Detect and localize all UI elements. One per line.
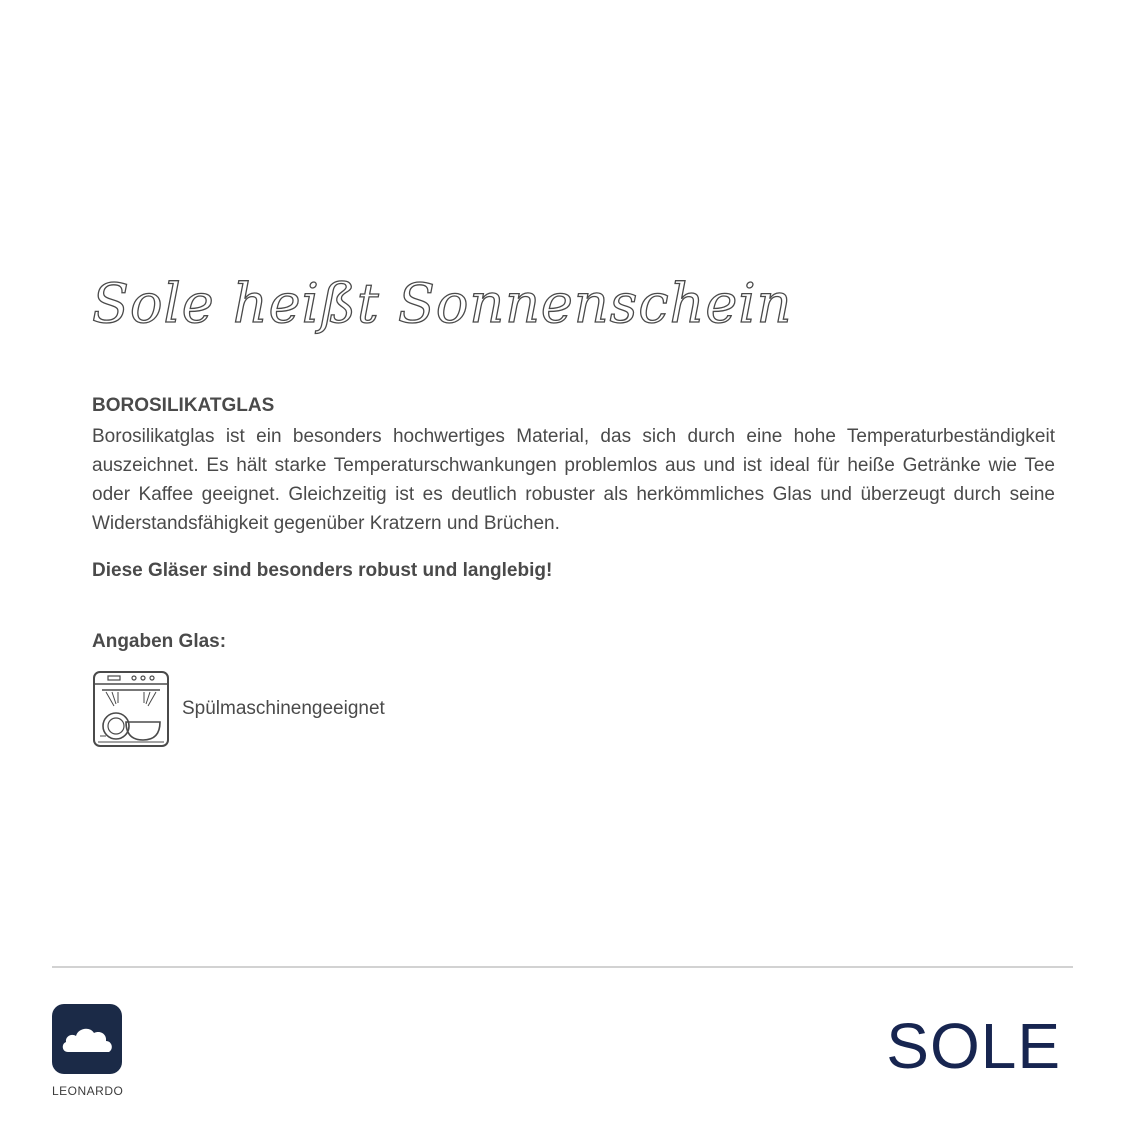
leonardo-logo — [52, 1004, 122, 1074]
cloud-icon — [60, 1022, 114, 1056]
material-description: Borosilikatglas ist ein besonders hochwertiges Material, das sich durch eine hohe Temperaturbeständigkeit auszeichnet. Es hält starke Temperaturschwankungen problemlos aus und ist ideal für heiße Getränke wie Tee oder Kaffee geeignet. Gleichzeitig ist es deutlich robuster als herkömmliches Glas und überzeugt durch seine Widerstandsfähigkeit gegenüber Kratzern und Brüchen. — [92, 426, 1055, 534]
product-info — [92, 393, 1055, 748]
dishwasher-icon — [92, 670, 170, 748]
spec-label: Spülmaschinengeeignet — [182, 698, 385, 719]
product-line-logo: SOLE — [886, 1010, 1061, 1082]
specs-heading: Angaben Glas: — [92, 631, 227, 652]
leonardo-brand-name: LEONARDO — [52, 1084, 124, 1098]
material-emphasis: Diese Gläser sind besonders robust und langlebig! — [92, 560, 553, 581]
footer-divider — [52, 966, 1073, 968]
tagline-text: Sole heißt Sonnenschein — [92, 272, 793, 335]
material-heading: BOROSILIKATGLAS — [92, 395, 275, 416]
spec-item-dishwasher — [92, 670, 1055, 748]
tagline-svg — [92, 262, 793, 342]
tagline — [92, 262, 793, 342]
